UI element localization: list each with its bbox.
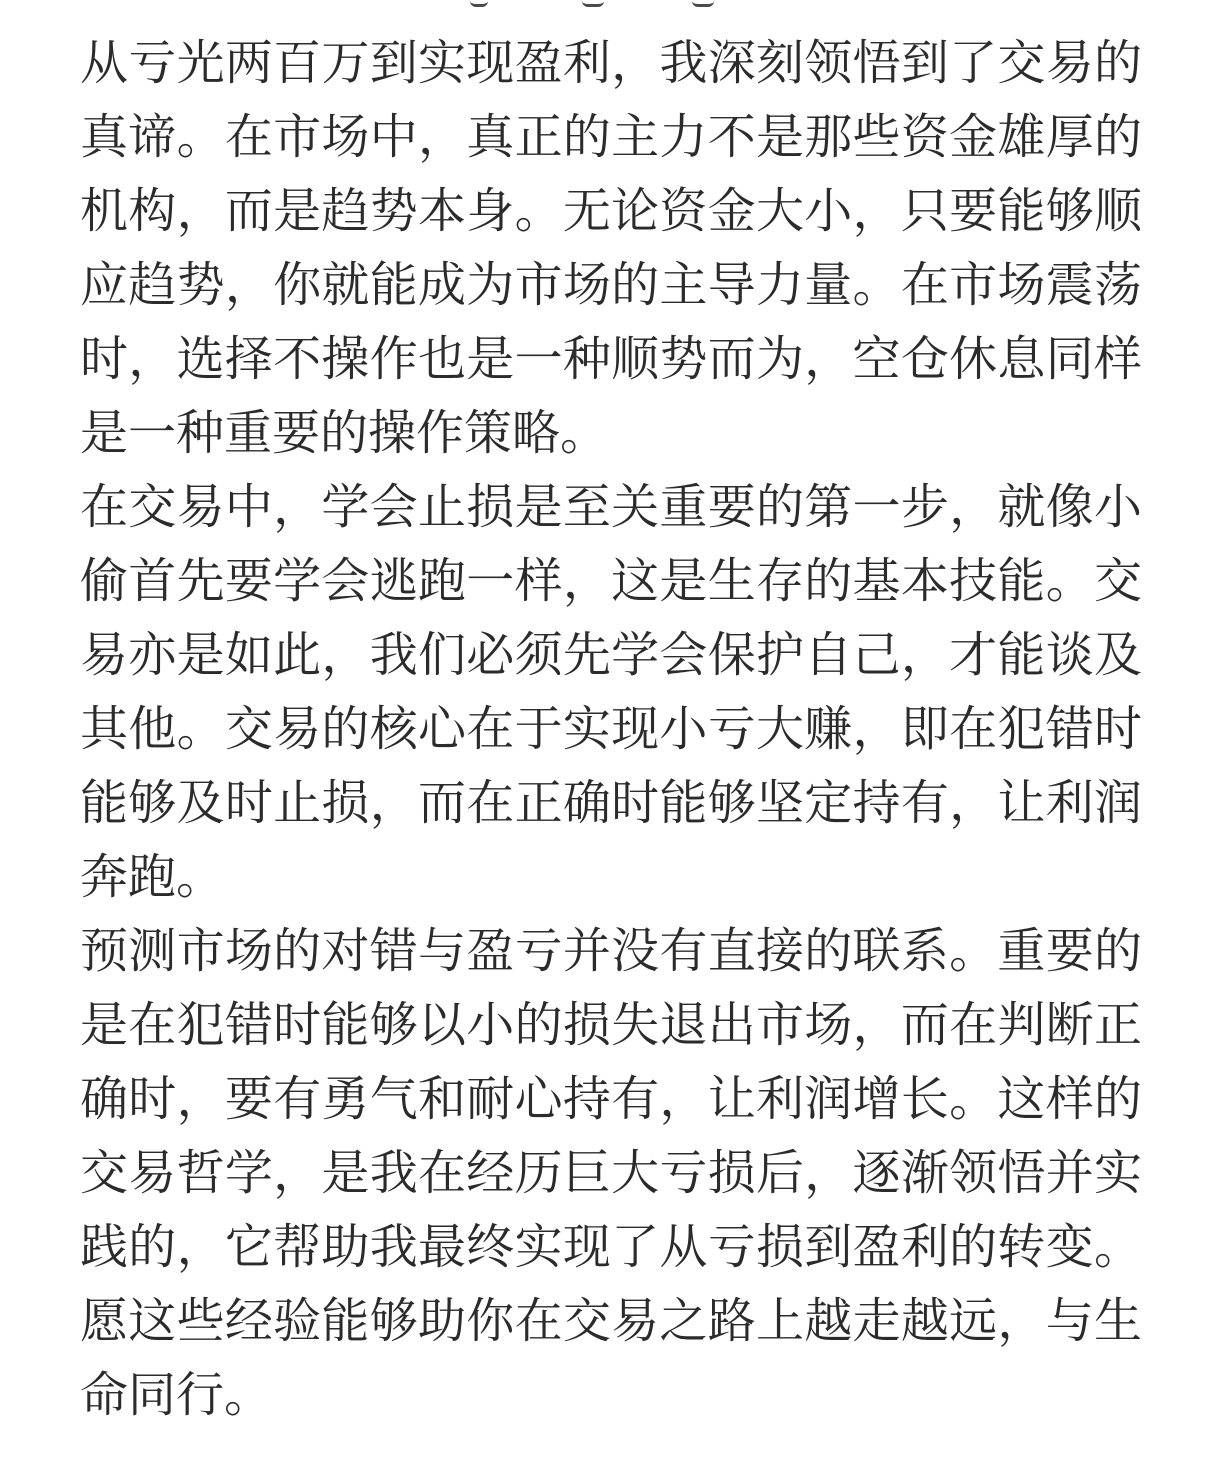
text-line: 是一种重要的操作策略。: [80, 405, 609, 461]
text-line: 时，选择不操作也是一种顺势而为，空仓休息同样: [80, 331, 1142, 387]
text-line: 奔跑。: [80, 849, 225, 905]
text-line: 预测市场的对错与盈亏并没有直接的联系。重要的: [80, 923, 1142, 979]
paragraph-1: [80, 26, 1142, 470]
text-line: 能够及时止损，而在正确时能够坚定持有，让利润: [80, 775, 1142, 831]
text-line: 交易哲学，是我在经历巨大亏损后，逐渐领悟并实: [80, 1145, 1142, 1201]
text-line: 从亏光两百万到实现盈利，我深刻领悟到了交易的: [80, 35, 1142, 91]
cropped-glyph: [692, 0, 714, 7]
text-line: 践的，它帮助我最终实现了从亏损到盈利的转变。: [80, 1219, 1142, 1275]
paragraph-3: [80, 914, 1142, 1432]
text-line: 是在犯错时能够以小的损失退出市场，而在判断正: [80, 997, 1142, 1053]
text-line: 愿这些经验能够助你在交易之路上越走越远，与生: [80, 1293, 1142, 1349]
text-line: 命同行。: [80, 1367, 273, 1423]
cropped-glyph: [582, 0, 604, 7]
text-line: 其他。交易的核心在于实现小亏大赚，即在犯错时: [80, 701, 1142, 757]
text-line: 真谛。在市场中，真正的主力不是那些资金雄厚的: [80, 109, 1142, 165]
cropped-heading-fragment: [0, 0, 1222, 10]
text-line: 应趋势，你就能成为市场的主导力量。在市场震荡: [80, 257, 1142, 313]
article-body: [80, 26, 1142, 1432]
paragraph-2: [80, 470, 1142, 914]
cropped-glyph: [470, 0, 488, 7]
text-line: 确时，要有勇气和耐心持有，让利润增长。这样的: [80, 1071, 1142, 1127]
text-line: 易亦是如此，我们必须先学会保护自己，才能谈及: [80, 627, 1142, 683]
text-line: 在交易中，学会止损是至关重要的第一步，就像小: [80, 479, 1142, 535]
text-line: 偷首先要学会逃跑一样，这是生存的基本技能。交: [80, 553, 1142, 609]
text-line: 机构，而是趋势本身。无论资金大小，只要能够顺: [80, 183, 1142, 239]
